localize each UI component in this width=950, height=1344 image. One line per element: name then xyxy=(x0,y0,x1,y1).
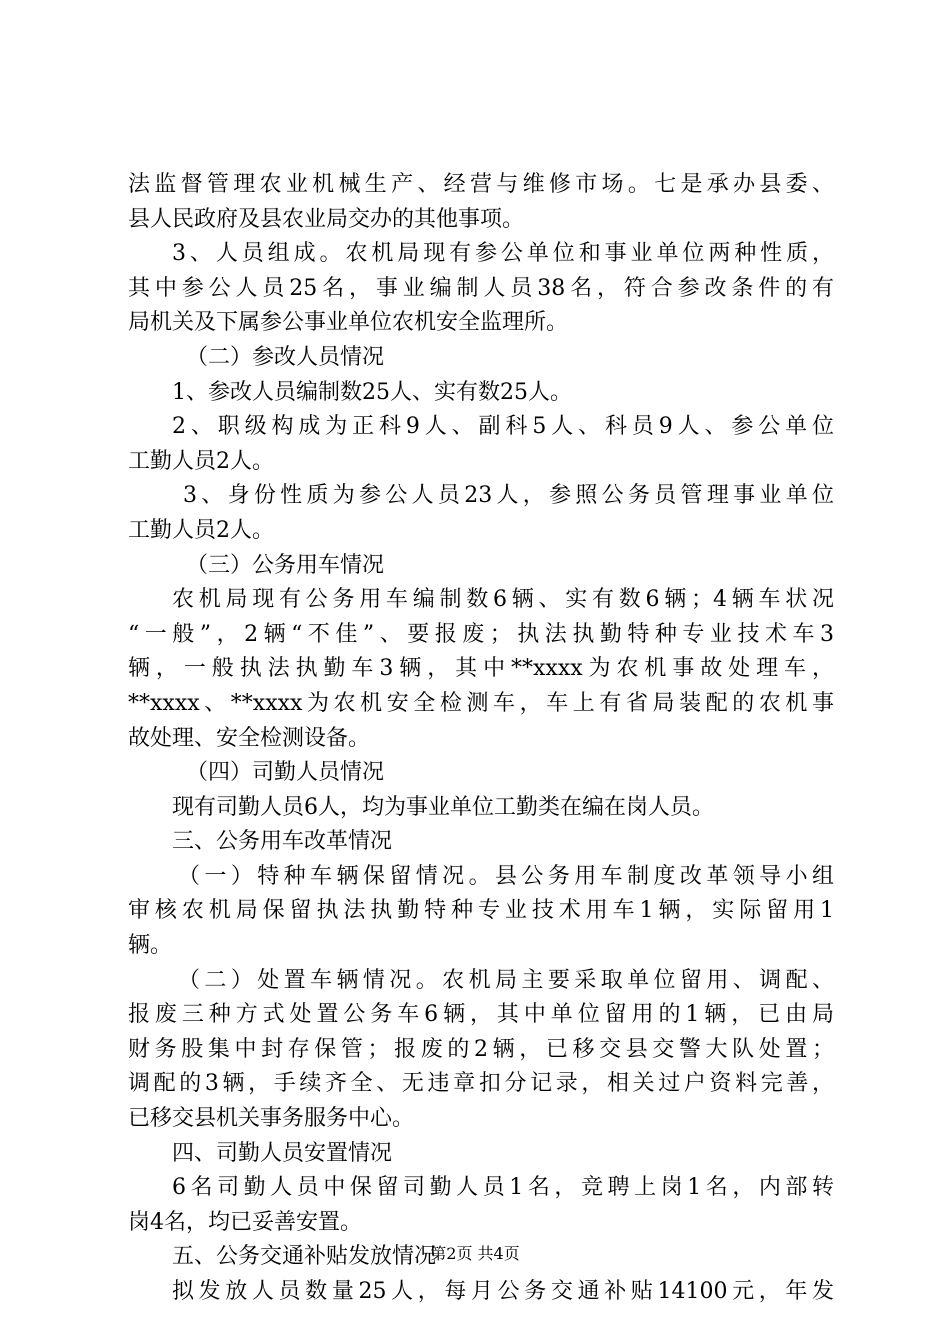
text-line: （二）处置车辆情况。农机局主要采取单位留用、调配、 xyxy=(178,967,834,993)
text-line: 故处理、安全检测设备。 xyxy=(128,725,371,751)
text-line: 调配的3辆，手续齐全、无违章扣分记录，相关过户资料完善， xyxy=(128,1071,834,1097)
text-line: 审核农机局保留执法执勤特种专业技术用车1辆，实际留用1 xyxy=(128,898,834,924)
section-heading: 三、公务用车改革情况 xyxy=(172,829,393,855)
text-line: （一）特种车辆保留情况。县公务用车制度改革领导小组 xyxy=(178,863,834,889)
text-line: 6名司勤人员中保留司勤人员1名，竞聘上岗1名，内部转 xyxy=(172,1175,834,1201)
text-line: 其中参公人员25名，事业编制人员38名，符合参改条件的有 xyxy=(128,275,834,301)
text-line: 财务股集中封存保管；报废的2辆，已移交县交警大队处置； xyxy=(128,1036,834,1062)
text-line: 3、身份性质为参公人员23人，参照公务员管理事业单位 xyxy=(183,483,834,509)
text-line: 3、人员组成。农机局现有参公单位和事业单位两种性质， xyxy=(172,241,834,267)
document-body xyxy=(128,168,834,1310)
page-number-footer: 第2页 共4页 xyxy=(430,1244,520,1263)
text-line: 辆，一般执法执勤车3辆，其中**xxxx为农机事故处理车， xyxy=(128,656,834,682)
text-line: 已移交县机关事务服务中心。 xyxy=(128,1106,415,1132)
text-line: 报废三种方式处置公务车6辆，其中单位留用的1辆，已由局 xyxy=(128,1002,834,1028)
section-heading: （三）公务用车情况 xyxy=(186,552,385,578)
text-line: **xxxx、**xxxx为农机安全检测车，车上有省局装配的农机事 xyxy=(128,690,834,716)
text-line: 农机局现有公务用车编制数6辆、实有数6辆；4辆车状况 xyxy=(172,587,834,613)
text-line: 辆。 xyxy=(128,933,173,959)
text-line: 现有司勤人员6人，均为事业单位工勤类在编在岗人员。 xyxy=(172,794,714,820)
text-line: “一般”，2辆“不佳”、要报废；执法执勤特种专业技术车3 xyxy=(128,621,834,647)
text-line: 法监督管理农业机械生产、经营与维修市场。七是承办县委、 xyxy=(128,172,834,197)
text-line: 县人民政府及县农业局交办的其他事项。 xyxy=(128,206,525,232)
text-line: 局机关及下属参公事业单位农机安全监理所。 xyxy=(128,310,569,336)
text-line: 工勤人员2人。 xyxy=(128,448,274,474)
section-heading: 四、司勤人员安置情况 xyxy=(172,1140,393,1166)
text-line: 1、参改人员编制数25人、实有数25人。 xyxy=(172,379,572,405)
text-line: 岗4名，均已妥善安置。 xyxy=(128,1209,362,1235)
section-heading: 五、公务交通补贴发放情况 xyxy=(172,1244,437,1270)
section-heading: （二）参改人员情况 xyxy=(186,344,385,370)
section-heading: （四）司勤人员情况 xyxy=(186,760,385,786)
text-line: 2、职级构成为正科9人、副科5人、科员9人、参公单位 xyxy=(172,414,834,440)
text-line: 工勤人员2人。 xyxy=(128,517,274,543)
text-line: 拟发放人员数量25人，每月公务交通补贴14100元，年发 xyxy=(172,1279,834,1304)
